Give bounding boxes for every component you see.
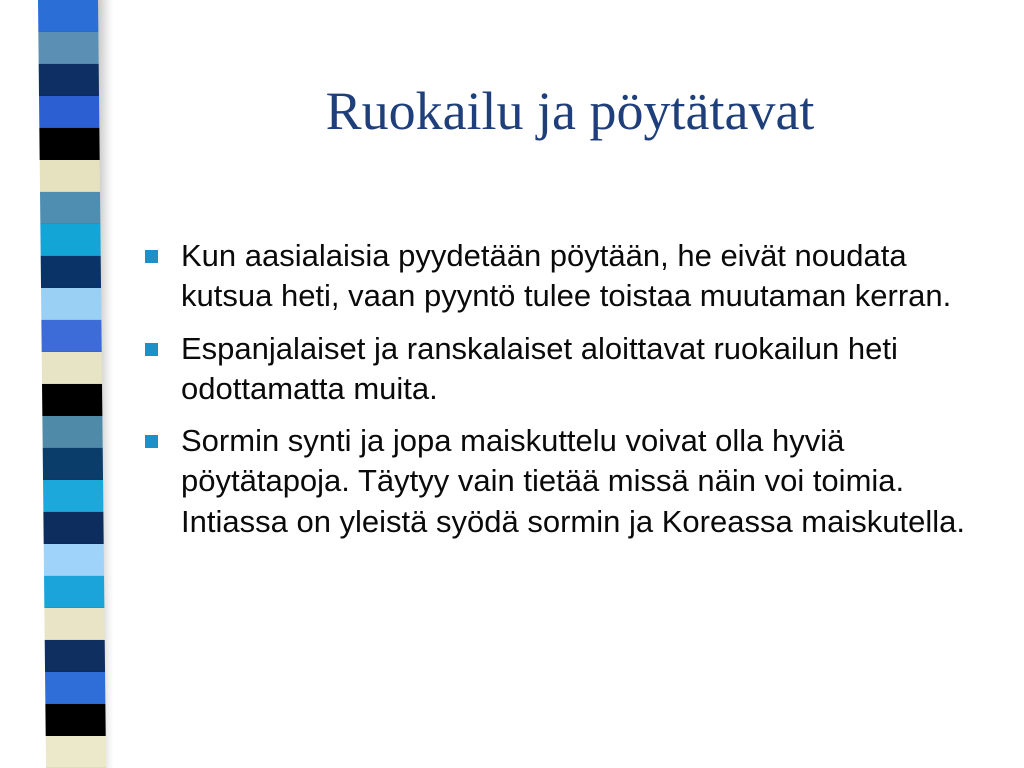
color-block [43,480,103,512]
color-block [38,0,98,32]
color-block [39,96,99,128]
color-block [44,576,104,608]
color-block [38,32,98,64]
color-block [46,736,106,768]
color-block [44,608,104,640]
color-block-column [38,0,106,768]
color-block [41,320,101,352]
color-block [39,128,99,160]
color-block [44,544,104,576]
bullet-text: Espanjalaiset ja ranskalaiset aloittavat ruokailun heti odottamatta muita. [181,330,898,406]
bullet-text: Kun aasialaisia pyydetään pöytään, he eivät noudata kutsua heti, vaan pyyntö tulee toistaa muutaman kerran. [181,238,952,314]
slide-title: Ruokailu ja pöytätavat [325,81,815,141]
bullet-item [142,421,987,542]
bullet-text: Sormin synti ja jopa maiskuttelu voivat olla hyviä pöytätapoja. Täytyy vain tietää missä näin voi toimia. Intiassa on yleistä syödä sormin ja Koreassa maiskutella. [181,423,965,539]
color-block [42,416,102,448]
decorative-strip [0,0,118,768]
color-block [41,288,101,320]
color-block [45,704,105,736]
color-block [45,640,105,672]
square-bullet-icon [145,250,158,263]
color-block [41,256,101,288]
bullet-list [142,236,987,554]
square-bullet-icon [145,343,158,356]
bullet-item [142,329,987,410]
color-block [43,448,103,480]
color-block [40,224,100,256]
color-block [40,160,100,192]
color-block [45,672,105,704]
color-block [43,512,103,544]
bullet-item [142,236,987,317]
color-block [42,352,102,384]
color-block [39,64,99,96]
color-block [40,192,100,224]
square-bullet-icon [145,435,158,448]
color-block [42,384,102,416]
